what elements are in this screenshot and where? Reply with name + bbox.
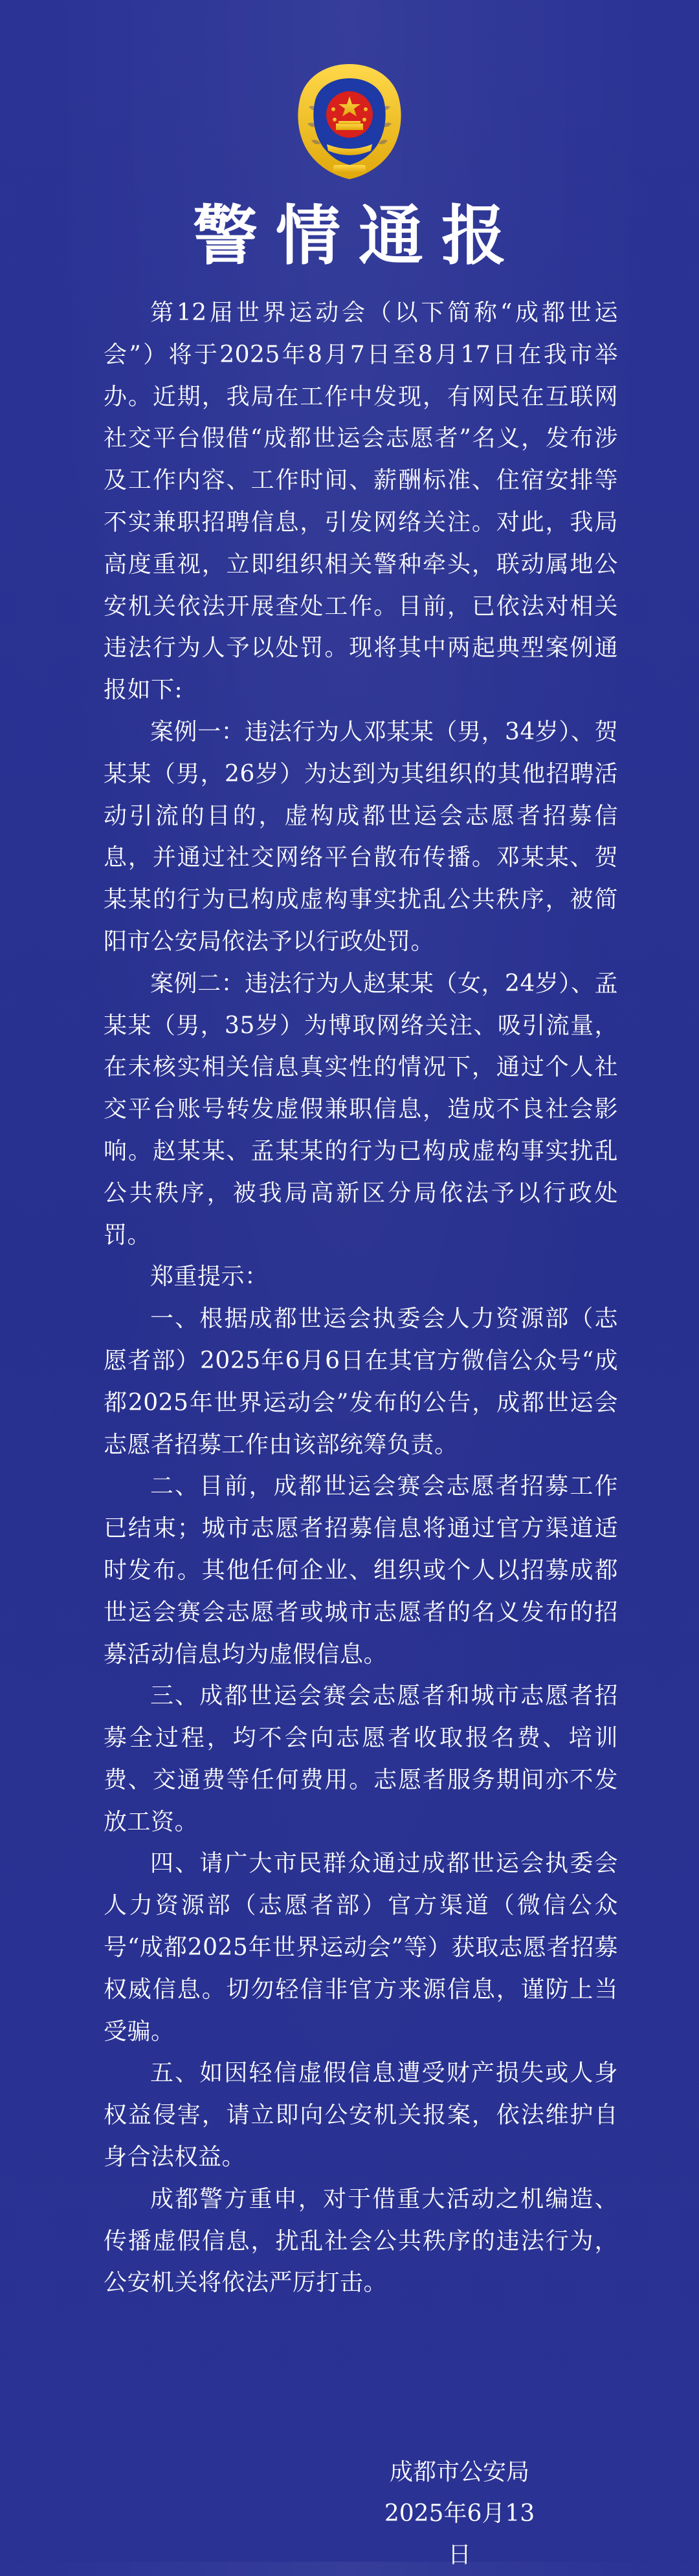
signature-block bbox=[382, 2452, 537, 2576]
notice-item-4: 四、请广大市民群众通过成都世运会执委会人力资源部（志愿者部）官方渠道（微信公众号“成都2025年世界运动会”等）获取志愿者招募权威信息。切勿轻信非官方来源信息，谨防上当受骗。 bbox=[104, 1850, 618, 2045]
notice-heading: 郑重提示： bbox=[150, 1263, 269, 1291]
notice-item-2: 二、目前，成都世运会赛会志愿者招募工作已结束；城市志愿者招募信息将通过官方渠道适时发布。其他任何企业、组织或个人以招募成都世运会赛会志愿者或城市志愿者的名义发布的招募活动信息均为虚假信息。 bbox=[104, 1473, 618, 1668]
police-emblem-icon bbox=[294, 61, 405, 182]
case-one-paragraph: 案例一：违法行为人邓某某（男，34岁）、贺某某（男，26岁）为达到为其组织的其他招聘活动引流的目的，虚构成都世运会志愿者招募信息，并通过社交网络平台散布传播。邓某某、贺某某的行为已构成虚构事实扰乱公共秩序，被简阳市公安局依法予以行政处罚。 bbox=[104, 718, 618, 955]
case-two-paragraph: 案例二：违法行为人赵某某（女，24岁）、孟某某（男，35岁）为博取网络关注、吸引流量，在未核实相关信息真实性的情况下，通过个人社交平台账号转发虚假兼职信息，造成不良社会影响。赵某某、孟某某的行为已构成虚构事实扰乱公共秩序，被我局高新区分局依法予以行政处罚。 bbox=[104, 970, 618, 1249]
issue-date: 2025年6月13日 bbox=[384, 2500, 535, 2568]
notice-item-5: 五、如因轻信虚假信息遭受财产损失或人身权益侵害，请立即向公安机关报案，依法维护自身合法权益。 bbox=[104, 2060, 618, 2171]
notice-item-3: 三、成都世运会赛会志愿者和城市志愿者招募全过程，均不会向志愿者收取报名费、培训费、交通费等任何费用。志愿者服务期间亦不发放工资。 bbox=[104, 1683, 618, 1835]
closing-paragraph: 成都警方重申，对于借重大活动之机编造、传播虚假信息，扰乱社会公共秩序的违法行为，公安机关将依法严厉打击。 bbox=[104, 2185, 618, 2297]
page-title: 警情通报 bbox=[193, 198, 524, 274]
notice-body bbox=[104, 292, 618, 2304]
issuer-name: 成都市公安局 bbox=[389, 2459, 529, 2485]
intro-paragraph: 第12届世界运动会（以下简称“成都世运会”）将于2025年8月7日至8月17日在我市举办。近期，我局在工作中发现，有网民在互联网社交平台假借“成都世运会志愿者”名义，发布涉及工作内容、工作时间、薪酬标准、住宿安排等不实兼职招聘信息，引发网络关注。对此，我局高度重视，立即组织相关警种牵头，联动属地公安机关依法开展查处工作。目前，已依法对相关违法行为人予以处罚。现将其中两起典型案例通报如下: bbox=[104, 300, 618, 704]
notice-item-1: 一、根据成都世运会执委会人力资源部（志愿者部）2025年6月6日在其官方微信公众号“成都2025年世界运动会”发布的公告，成都世运会志愿者招募工作由该部统筹负责。 bbox=[104, 1305, 618, 1458]
